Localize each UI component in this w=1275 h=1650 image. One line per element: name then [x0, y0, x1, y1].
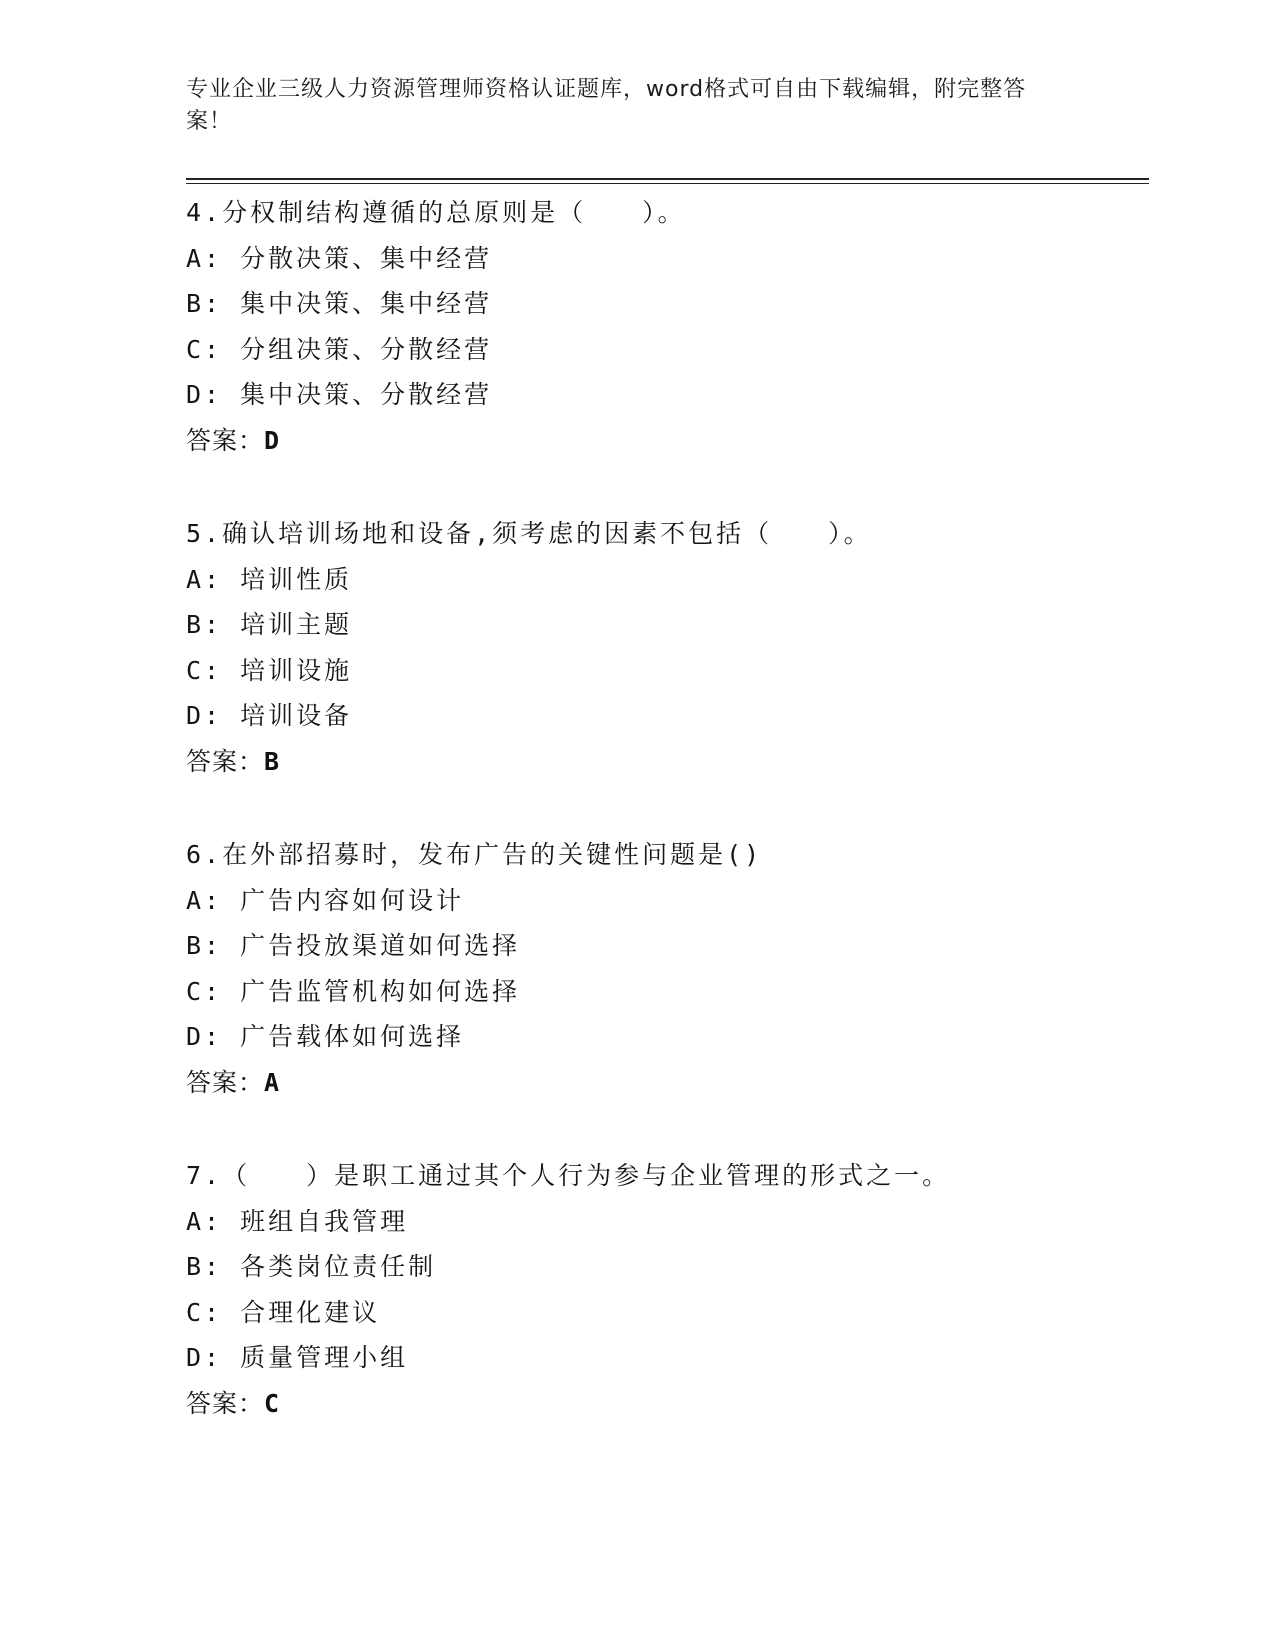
document-header: 专业企业三级人力资源管理师资格认证题库，word格式可自由下载编辑，附完整答案！ [186, 77, 1027, 134]
answer-label: 答案： [186, 1067, 265, 1097]
answer-label: 答案： [186, 1388, 265, 1418]
answer-value: C [264, 1388, 281, 1418]
answer-value: B [264, 746, 281, 776]
option-a: A: 广告内容如何设计 [186, 885, 465, 915]
answer-label: 答案： [186, 425, 265, 455]
option-b: B: 各类岗位责任制 [186, 1252, 437, 1281]
answer-label: 答案： [186, 746, 265, 776]
option-a: A: 分散决策、集中经营 [186, 243, 493, 273]
answer-line [186, 418, 1146, 464]
option-b: B: 培训主题 [186, 610, 353, 639]
option-c: C: 培训设施 [186, 655, 353, 685]
question-list [186, 190, 1146, 1474]
option-c: C: 合理化建议 [186, 1297, 381, 1327]
header-divider-thin [186, 183, 1149, 184]
option-a: A: 培训性质 [186, 564, 353, 594]
answer-value: D [264, 425, 281, 455]
option-c: C: 广告监管机构如何选择 [186, 976, 521, 1006]
question-title: 7.（ ）是职工通过其个人行为参与企业管理的形式之一。 [186, 1161, 951, 1190]
question-7 [186, 1153, 1146, 1426]
option-d: D: 质量管理小组 [186, 1343, 409, 1372]
answer-line [186, 1060, 1146, 1106]
question-title: 5.确认培训场地和设备,须考虑的因素不包括（ ）。 [186, 519, 872, 548]
answer-line [186, 1381, 1146, 1427]
option-b: B: 集中决策、集中经营 [186, 289, 493, 318]
question-title: 6.在外部招募时，发布广告的关键性问题是() [186, 840, 763, 869]
option-d: D: 集中决策、分散经营 [186, 380, 493, 409]
header-divider-thick [186, 178, 1149, 180]
option-d: D: 培训设备 [186, 701, 353, 730]
option-d: D: 广告载体如何选择 [186, 1022, 465, 1051]
question-5 [186, 511, 1146, 784]
question-title: 4.分权制结构遵循的总原则是（ ）。 [186, 198, 686, 227]
question-6 [186, 832, 1146, 1105]
question-4 [186, 190, 1146, 463]
option-c: C: 分组决策、分散经营 [186, 334, 493, 364]
option-b: B: 广告投放渠道如何选择 [186, 931, 521, 960]
answer-line [186, 739, 1146, 785]
answer-value: A [264, 1067, 281, 1097]
option-a: A: 班组自我管理 [186, 1206, 409, 1236]
